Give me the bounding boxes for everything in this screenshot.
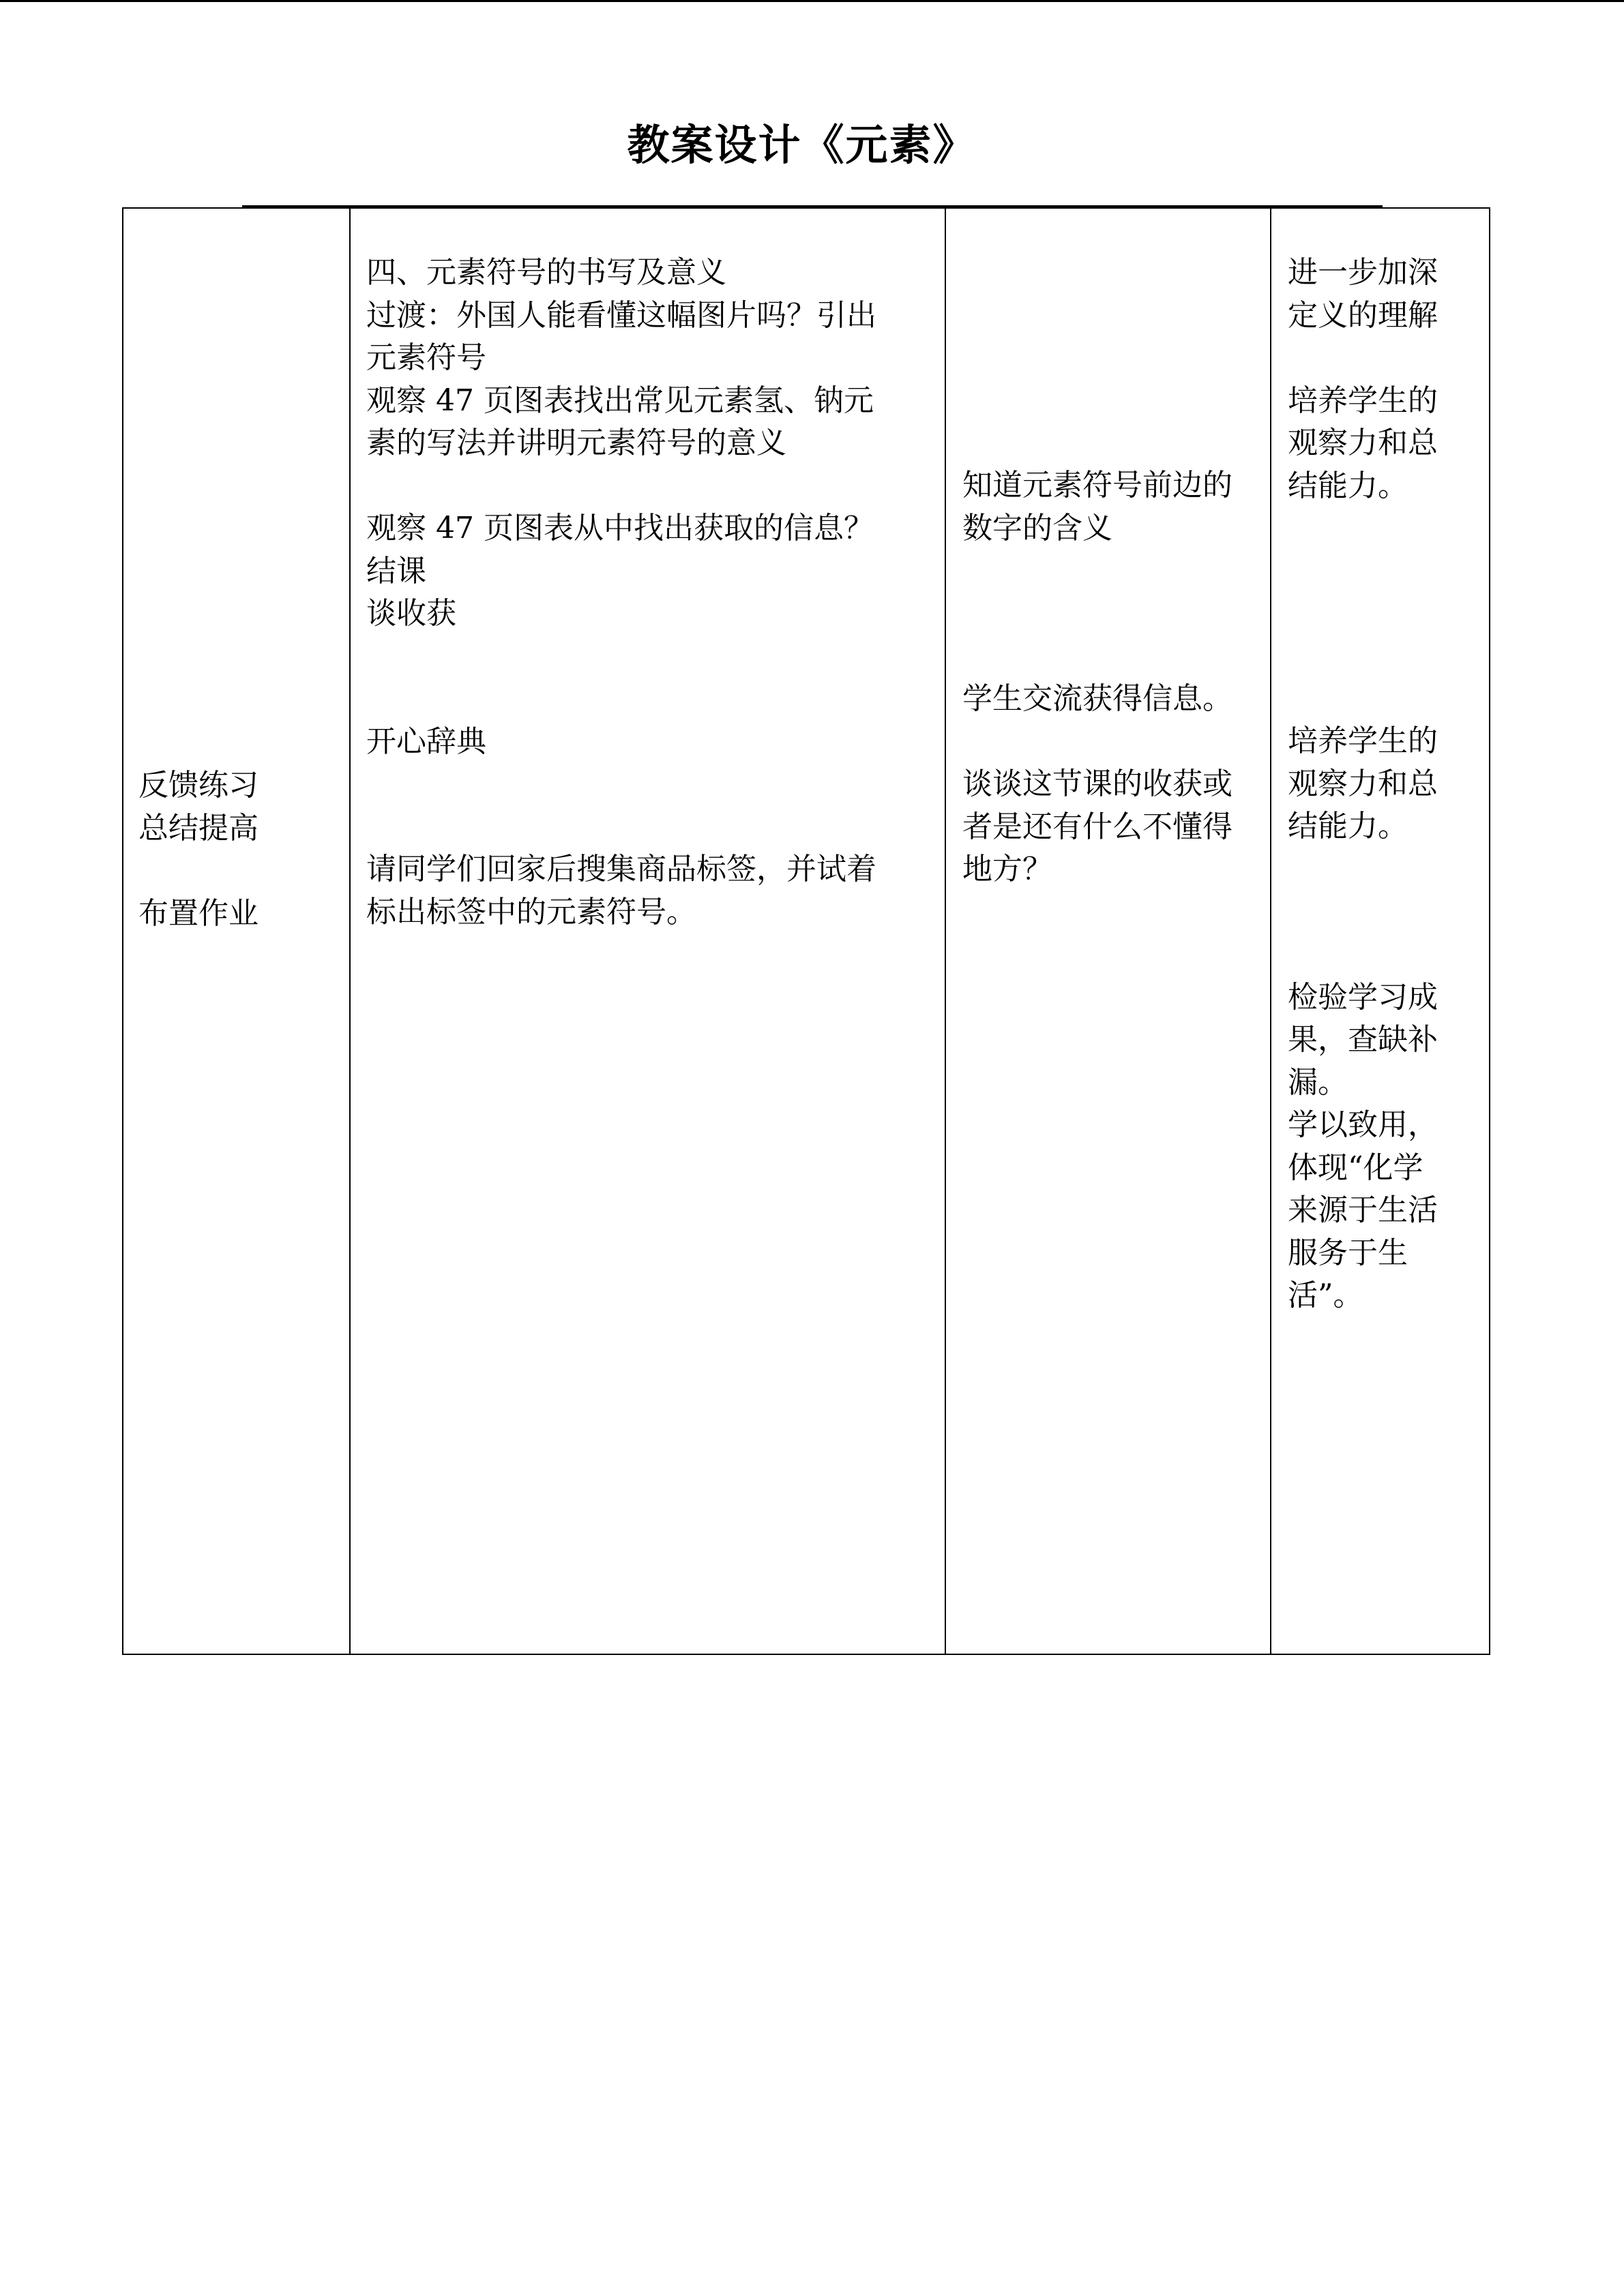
intent-line: 体现“化学: [1288, 1150, 1423, 1185]
student-line: 地方？: [962, 852, 1052, 886]
student-line: 谈谈这节课的收获或: [962, 766, 1232, 801]
activity-line: 谈收获: [366, 596, 456, 631]
stage-line: 总结提高: [138, 810, 259, 846]
activity-line: 观察 47 页图表找出常见元素氢、钠元: [366, 383, 874, 418]
intent-line: 结能力。: [1288, 809, 1408, 844]
intent-line: 结能力。: [1288, 468, 1408, 503]
intent-line: 活”。: [1288, 1278, 1363, 1313]
intent-line: 观察力和总: [1288, 426, 1438, 460]
lesson-plan-table: [122, 207, 1490, 1655]
intent-line: 观察力和总: [1288, 766, 1438, 801]
student-line: 知道元素符号前边的: [962, 468, 1232, 503]
activity-line: 标出标签中的元素符号。: [366, 894, 696, 929]
student-line: 学生交流获得信息。: [962, 681, 1232, 716]
activity-line: 开心辞典: [366, 724, 486, 759]
intent-line: 果，查缺补: [1288, 1022, 1438, 1057]
intent-line: 检验学习成: [1288, 979, 1438, 1015]
document-title: 教案设计《元素》: [627, 120, 977, 170]
stage-column: [138, 209, 350, 1654]
stage-line: 布置作业: [138, 895, 259, 931]
teacher-activity-column: [366, 209, 946, 1654]
intent-line: 漏。: [1288, 1064, 1348, 1100]
intent-line: 培养学生的: [1288, 724, 1438, 758]
intent-line: 来源于生活: [1288, 1193, 1438, 1227]
intent-line: 服务于生: [1288, 1235, 1408, 1270]
intent-line: 培养学生的: [1288, 383, 1438, 418]
intent-line: 进一步加深: [1288, 255, 1438, 290]
activity-line: 结课: [366, 553, 426, 588]
page-top-border: [0, 0, 1624, 2]
activity-line: 请同学们回家后搜集商品标签，并试着: [366, 852, 876, 886]
student-line: 数字的含义: [962, 510, 1112, 546]
intent-line: 学以致用，: [1288, 1107, 1438, 1142]
activity-line: 素的写法并讲明元素符号的意义: [366, 426, 786, 460]
intent-line: 定义的理解: [1288, 297, 1438, 333]
activity-line: 四、元素符号的书写及意义: [366, 255, 726, 290]
student-line: 者是还有什么不懂得: [962, 809, 1232, 844]
activity-line: 元素符号: [366, 340, 486, 375]
stage-line: 反馈练习: [138, 768, 259, 803]
student-activity-column: [962, 209, 1273, 1654]
activity-line: 观察 47 页图表从中找出获取的信息？: [366, 511, 874, 546]
design-intent-column: [1288, 209, 1486, 1654]
activity-line: 过渡：外国人能看懂这幅图片吗？引出: [366, 297, 876, 333]
